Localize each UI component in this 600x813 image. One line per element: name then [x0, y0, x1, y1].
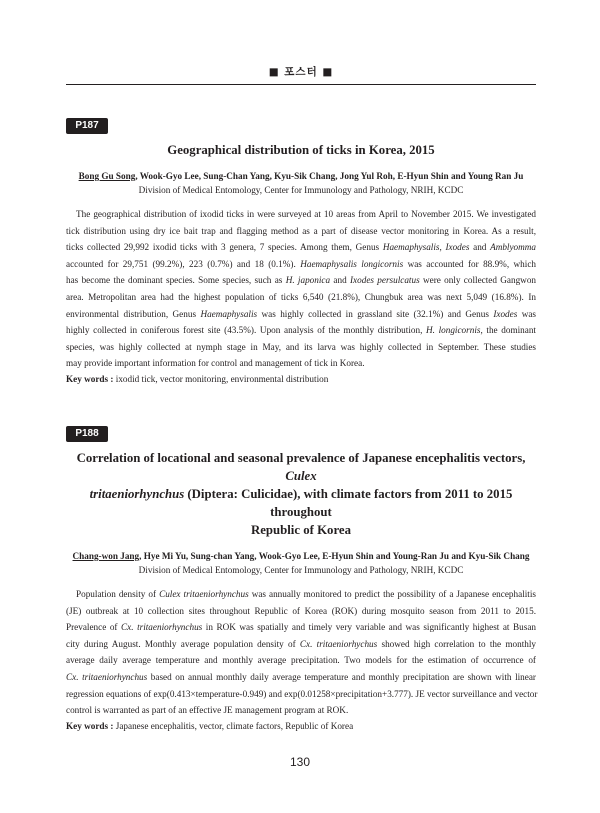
abstract-line: regression equations of exp(0.413×temperature-0.949) and exp(0.01258×precipitation+3.777). JE vector surveillance and vector — [66, 688, 538, 699]
poster-code-badge: P188 — [66, 426, 108, 442]
abstract-line: control is warranted as part of an effective JE management program at ROK. — [66, 705, 349, 716]
keywords-text: Japanese encephalitis, vector, climate factors, Republic of Korea — [113, 720, 354, 731]
article-title — [66, 449, 536, 539]
abstract-line: Cx. tritaeniorhynchus based on annual monthly daily average temperature and monthly precipitation are shown with linear — [66, 671, 536, 682]
presenting-author: Bong Gu Song — [78, 171, 136, 181]
keywords-text: ixodid tick, vector monitoring, environmental distribution — [113, 373, 329, 384]
abstract-line: average daily average temperature and monthly average precipitation. Two models for the estimation of occurrence of — [66, 655, 536, 666]
abstract-line: city during August. Monthly average population density of Cx. tritaeniorhychus showed high correlation to the monthly — [66, 638, 536, 649]
presenting-author: Chang-won Jang — [72, 551, 140, 561]
abstract-p188 — [66, 423, 536, 733]
abstract-line: The geographical distribution of ixodid ticks in were surveyed at 10 areas from April to November 2015. We investigated — [76, 209, 536, 219]
title-line: Republic of Korea — [250, 523, 351, 537]
keywords — [66, 719, 536, 733]
abstract-line: ticks collected 29,992 ixodid ticks with 3 genera, 7 species. Among them, Genus Haemaphysalis, Ixodes and Amblyomma — [66, 242, 537, 253]
abstract-line: Prevalence of Cx. tritaeniorhynchus in ROK was spatially and timely very variable and was significantly highest at Busan — [66, 622, 536, 633]
title-line: Geographical distribution of ticks in Korea, 2015 — [167, 143, 435, 157]
poster-code-badge: P187 — [66, 118, 108, 134]
author-list — [66, 170, 536, 182]
affiliation: Division of Medical Entomology, Center for Immunology and Pathology, NRIH, KCDC — [138, 185, 464, 195]
abstract-line: environmental distribution, Genus Haemaphysalis was highly collected in grassland site (32.1%) and Genus Ixodes was — [66, 308, 536, 319]
title-line: tritaeniorhynchus (Diptera: Culicidae), with climate factors from 2011 to 2015 throughout — [89, 487, 513, 519]
abstract-line: area. Metropolitan area had the highest population of ticks 6,540 (21.8%), Chungbuk area was next 5,049 (16.8%). In — [66, 291, 536, 302]
keywords — [66, 372, 536, 386]
article-title — [66, 142, 536, 159]
abstract-line: accounted for 29,751 (99.2%), 223 (0.7%) and 18 (0.1%). Haemaphysalis longicornis was accounted for 88.9%, which — [66, 258, 536, 269]
abstract-line: (JE) outbreak at 10 collection sites throughout Republic of Korea (ROK) during mosquito season from 2011 to 2015. — [66, 605, 536, 616]
abstract-body — [66, 586, 536, 719]
author-list — [66, 550, 536, 562]
keywords-label: Key words : — [66, 373, 114, 384]
abstract-p187 — [66, 115, 536, 386]
abstract-line: has become the dominant species. Some species, such as H. japonica and Ixodes persulcatus were only collected Gangwon — [66, 275, 537, 286]
page-number: 130 — [289, 755, 311, 769]
keywords-label: Key words : — [66, 720, 114, 731]
affiliation: Division of Medical Entomology, Center for Immunology and Pathology, NRIH, KCDC — [138, 565, 464, 575]
abstract-line: may provide important information for control and management of tick in Korea. — [66, 358, 365, 369]
abstract-line: tick distribution using dry ice bait trap and flagging method as a part of disease vector monitoring in Korea. As a result, — [66, 225, 536, 236]
abstract-line: highly collected in coniferous forest site (43.5%). Upon analysis of the monthly distribution, H. longicornis, the dominant — [66, 325, 536, 336]
title-line: Correlation of locational and seasonal prevalence of Japanese encephalitis vectors, Culex — [76, 451, 526, 483]
section-header: ■ 포스터 ■ — [268, 66, 334, 78]
header-divider — [66, 84, 536, 85]
abstract-line: Population density of Culex tritaeniorhynchus was annually monitored to predict the possibility of a Japanese encephalitis — [76, 589, 536, 599]
abstract-line: species, was highly collected at nymph stage in May, and its larva was highly collected in September. These studies — [66, 341, 536, 352]
abstract-body — [66, 206, 536, 372]
co-authors: , Wook-Gyo Lee, Sung-Chan Yang, Kyu-Sik Chang, Jong Yul Roh, E-Hyun Shin and Young Ran Ju — [135, 171, 524, 181]
co-authors: , Hye Mi Yu, Sung-chan Yang, Wook-Gyo Lee, E-Hyun Shin and Young-Ran Ju and Kyu-Sik Chang — [139, 551, 530, 561]
